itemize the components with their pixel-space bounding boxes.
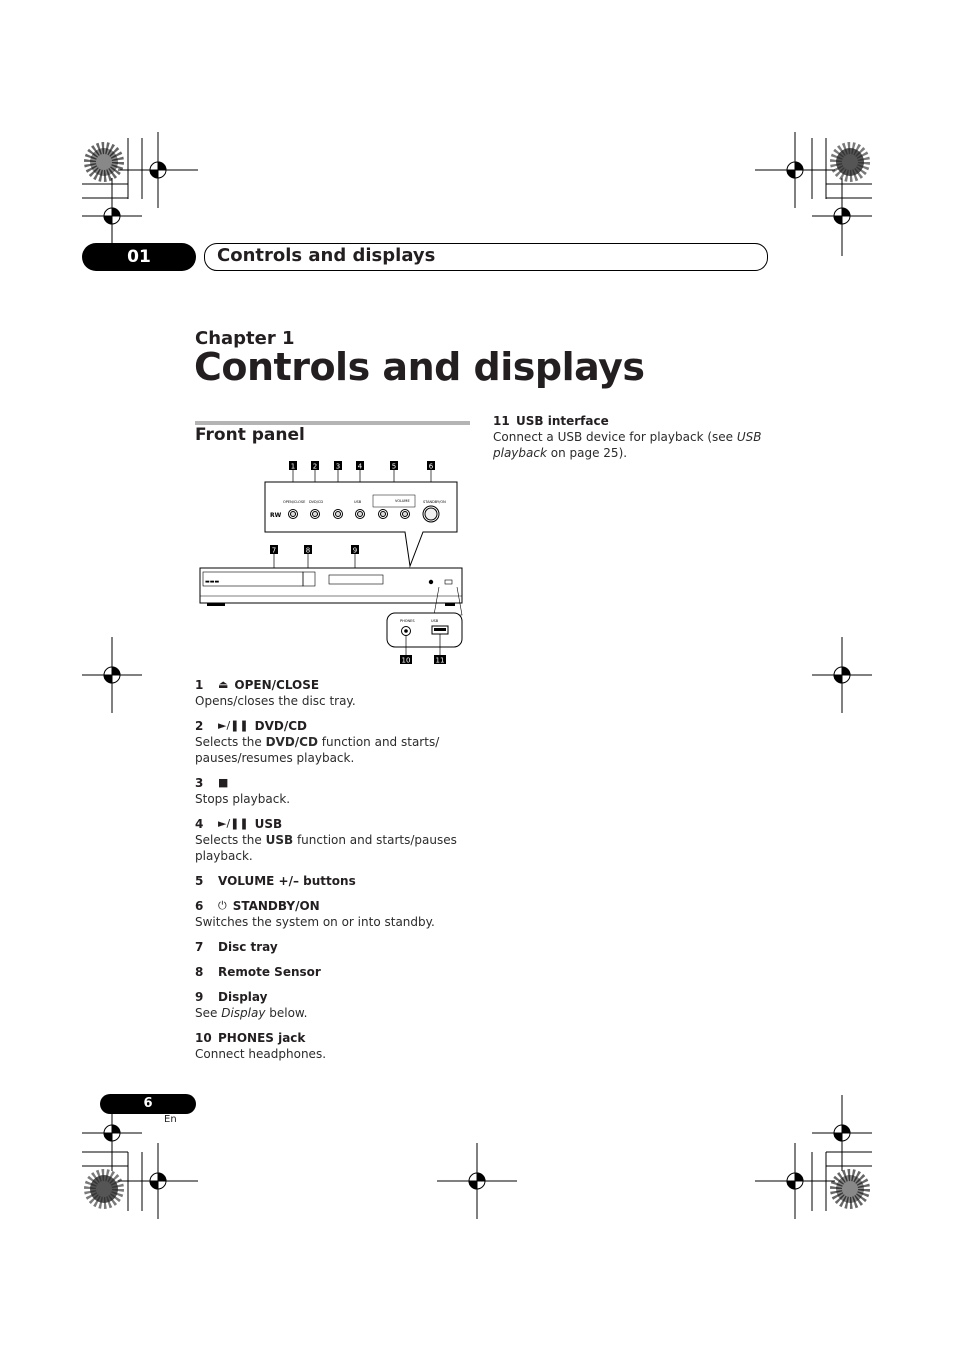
callout-3 bbox=[334, 461, 342, 471]
svg-text:3: 3 bbox=[335, 462, 341, 471]
callout-2 bbox=[311, 461, 319, 471]
eject-icon: ⏏ bbox=[218, 678, 229, 691]
play-pause-icon: ►/❚❚ bbox=[218, 719, 249, 732]
callout-8 bbox=[304, 545, 312, 555]
callout-11 bbox=[434, 655, 446, 665]
svg-text:4: 4 bbox=[357, 462, 363, 471]
list-item: 7 Disc tray bbox=[195, 940, 278, 954]
brand-logo: ▬▬▬ bbox=[205, 579, 220, 585]
list-item: 6 ⏻ STANDBY/ON Switches the system on or into standby. bbox=[195, 899, 435, 929]
language-code: En bbox=[164, 1114, 177, 1125]
svg-text:9: 9 bbox=[352, 546, 358, 555]
svg-text:STANDBY/ON: STANDBY/ON bbox=[423, 500, 446, 504]
list-item: 8 Remote Sensor bbox=[195, 965, 321, 979]
svg-text:PHONES: PHONES bbox=[400, 619, 415, 623]
usb-port-mini bbox=[445, 580, 452, 584]
svg-text:DVD/CD: DVD/CD bbox=[309, 500, 324, 504]
callout-4 bbox=[356, 461, 364, 471]
list-item: 10 PHONES jack Connect headphones. bbox=[195, 1031, 327, 1061]
svg-text:1: 1 bbox=[290, 462, 296, 471]
play-pause-icon: ►/❚❚ bbox=[218, 817, 249, 830]
items-column-left bbox=[195, 677, 475, 1071]
page-number: 6 bbox=[100, 1094, 196, 1114]
svg-text:VOLUME: VOLUME bbox=[395, 499, 410, 503]
callout-1 bbox=[289, 461, 297, 471]
list-item: 5 VOLUME +/– buttons bbox=[195, 874, 356, 888]
chapter-label: Chapter 1 bbox=[195, 328, 295, 349]
callout-5 bbox=[390, 461, 398, 471]
ports-inset bbox=[387, 613, 462, 647]
list-item: 2 ►/❚❚ DVD/CD Selects the DVD/CD function and starts/ pauses/resumes playback. bbox=[195, 719, 440, 765]
list-item: 9 Display See Display below. bbox=[195, 990, 308, 1020]
svg-text:10: 10 bbox=[401, 656, 411, 665]
front-panel-diagram bbox=[195, 455, 470, 670]
svg-text:USB: USB bbox=[431, 619, 439, 623]
callout-7 bbox=[270, 545, 278, 555]
player-body bbox=[200, 568, 462, 603]
list-item: 3 ■ Stops playback. bbox=[195, 776, 291, 806]
phones-jack-mini bbox=[429, 580, 433, 584]
svg-text:8: 8 bbox=[305, 546, 311, 555]
svg-text:OPEN/CLOSE: OPEN/CLOSE bbox=[283, 500, 306, 504]
list-item: 11 USB interface Connect a USB device for playback (see USB playback on page 25). bbox=[493, 414, 762, 460]
svg-text:5: 5 bbox=[391, 462, 397, 471]
svg-text:6: 6 bbox=[428, 462, 434, 471]
chapter-title: Controls and displays bbox=[194, 345, 645, 389]
items-column-right bbox=[493, 413, 768, 470]
callout-10 bbox=[400, 655, 412, 665]
svg-text:USB: USB bbox=[354, 500, 362, 504]
chapter-number-badge: 01 bbox=[82, 243, 196, 271]
svg-text:2: 2 bbox=[312, 462, 318, 471]
list-item: 1 ⏏ OPEN/CLOSE Opens/closes the disc tray. bbox=[195, 678, 356, 708]
svg-text:7: 7 bbox=[271, 546, 277, 555]
list-item: 4 ►/❚❚ USB Selects the USB function and starts/pauses playback. bbox=[195, 817, 457, 863]
rw-logo: RW bbox=[270, 512, 282, 519]
callout-6 bbox=[427, 461, 435, 471]
power-icon: ⏻ bbox=[218, 899, 227, 912]
stop-icon: ■ bbox=[218, 776, 229, 789]
header-title: Controls and displays bbox=[217, 245, 436, 266]
section-title: Front panel bbox=[195, 425, 305, 445]
svg-text:11: 11 bbox=[435, 656, 445, 665]
callout-9 bbox=[351, 545, 359, 555]
